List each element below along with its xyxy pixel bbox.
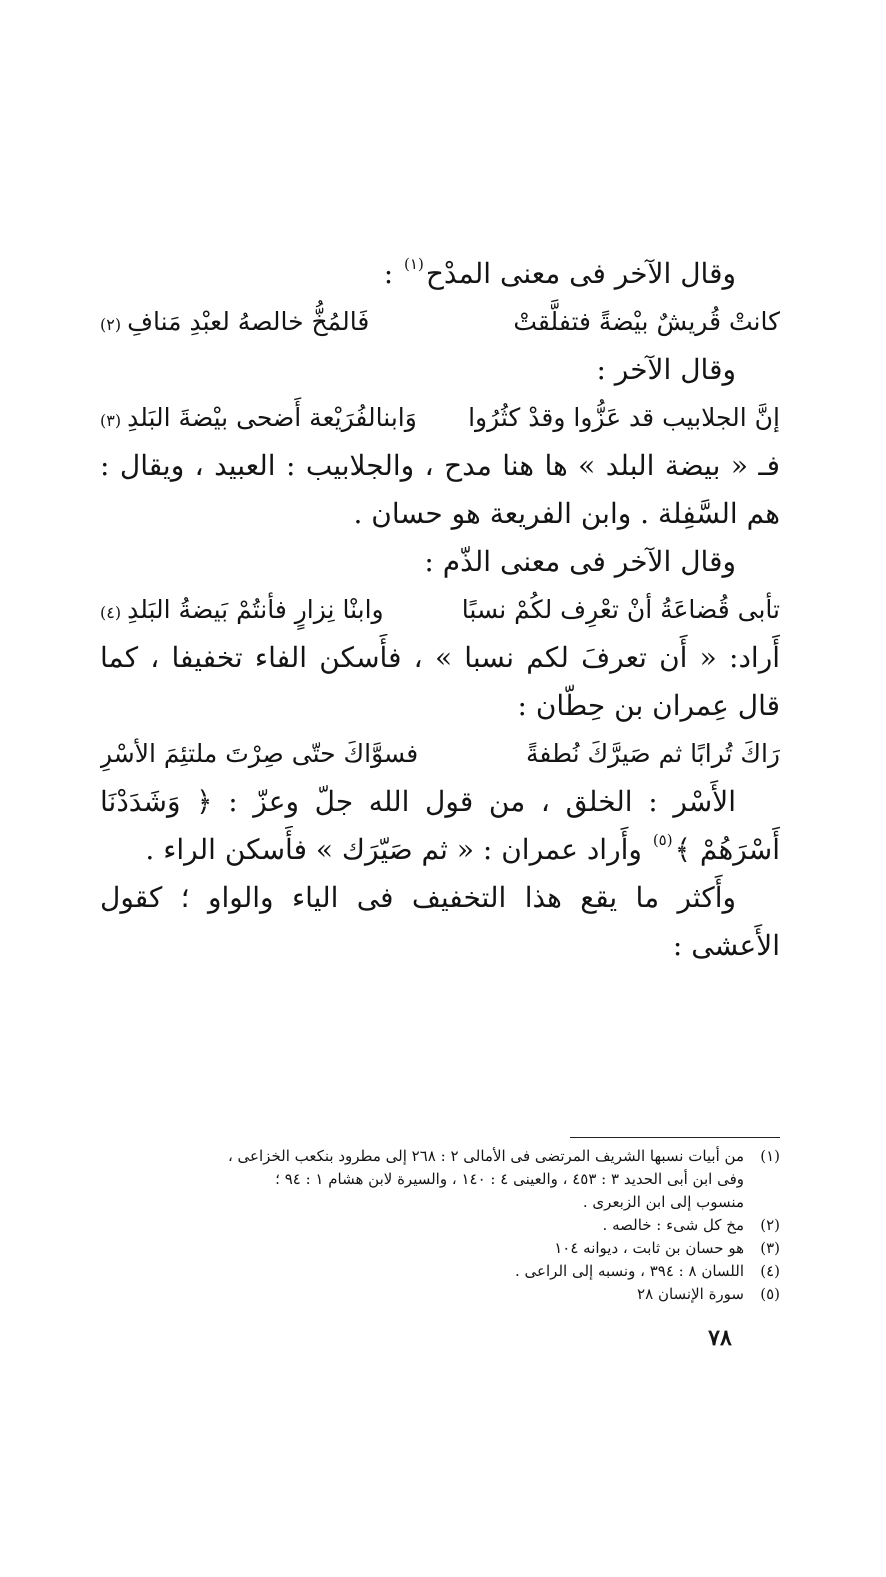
footnote [180,1283,780,1306]
footnote-line: من أبيات نسبها الشريف المرتضى فى الأمالى ٢ : ٢٦٨ إلى مطرود بنكعب الخزاعى ، [227,1147,744,1165]
verse-first-hemistich: إنَّ الجلابيب قد عَزُّوا وقدْ كثُرُوا [468,403,780,432]
verse-second-hemistich-wrap [100,394,417,442]
footnote-line: هو حسان بن ثابت ، ديوانه ١٠٤ [554,1239,744,1257]
footnote [180,1145,780,1214]
footnote-number: (١) [760,1147,780,1165]
verse-line [100,586,780,634]
verse-first-hemistich: كانتْ قُريشٌ بيْضةً فتفلَّقتْ [513,307,780,336]
line-suffix: وأَراد عمران : « ثم صَيّرَك » فأَسكن الراء . [145,833,651,866]
footnote-number: (٢) [760,1216,780,1234]
text-line [100,346,780,394]
verse-second-hemistich-wrap [100,586,384,634]
line-suffix: : [383,257,403,290]
footnote-body [180,1214,744,1237]
footnote-marker: (١) [404,254,424,273]
footnote-body [180,1260,744,1283]
text-line: الأَعشى : [672,929,780,962]
footnote-number: (٥) [760,1285,780,1303]
line-text: أَسْرَهُمْ ﴾ [674,833,780,866]
footnote-line: مخ كل شىء : خالصه . [602,1216,744,1234]
text-line [100,250,780,298]
line-text: وقال الآخر فى معنى الذّم : [424,545,736,578]
footnote-marker: (٣) [100,411,122,430]
footnote-number: (٣) [760,1239,780,1257]
footnote [180,1260,780,1283]
verse-line [100,730,780,778]
footnote-number: (٤) [760,1262,780,1280]
verse-second-hemistich: وابنْا نِزارٍ فأنتُمْ بَيضةُ البَلدِ [127,595,384,624]
footnote-line: اللسان ٨ : ٣٩٤ ، ونسبه إلى الراعى . [515,1262,744,1280]
footnote-line: منسوب إلى ابن الزبعرى . [582,1193,744,1211]
text-line: هم السَّفِلة . وابن الفريعة هو حسان . [353,497,780,530]
text-line [100,538,780,586]
line-text: وقال الآخر : [596,353,736,386]
footnote-body [180,1283,744,1306]
footnote [180,1237,780,1260]
verse-first-hemistich: تأبى قُضاعَةُ أنْ تعْرِف لكُمْ نسبًا [461,595,780,624]
text-line: وأَكثر ما يقع هذا التخفيف فى الياء والواو ؛ كقول [100,881,736,914]
verse-line [100,394,780,442]
line-text: وقال الآخر فى معنى المدْح [425,257,736,290]
footnote [180,1214,780,1237]
text-line: الأَسْر : الخلق ، من قول الله جلّ وعزّ : ﴿ وَشَدَدْنَا [100,785,737,818]
footnote-body [180,1237,744,1260]
footnote-marker: (٢) [100,315,122,334]
text-line [100,826,780,874]
verse-second-hemistich-wrap [100,298,369,346]
verse-second-hemistich: فسوَّاكَ حتّى صِرْتَ ملتئِمَ الأسْرِ [100,739,419,768]
footnote-line: سورة الإنسان ٢٨ [637,1285,744,1303]
footnote-marker: (٥) [652,830,673,849]
footnote-line: وفى ابن أبى الحديد ٣ : ٤٥٣ ، والعينى ٤ : ١٤٠ ، والسيرة لابن هشام ١ : ٩٤ ؛ [275,1170,744,1188]
page-number: ٧٨ [708,1325,732,1351]
footnote-body [180,1145,744,1214]
text-line: أَراد: « أَن تعرفَ لكم نسبا » ، فأَسكن الفاء تخفيفا ، كما [100,641,780,674]
text-line: فـ « بيضة البلد » ها هنا مدح ، والجلابيب : العبيد ، ويقال : [100,449,780,482]
verse-second-hemistich: وَابنالفُرَيْعة أَضحى بيْضةَ البَلدِ [127,403,417,432]
verse-second-hemistich: فَالمُخُّ خالصهُ لعبْدِ مَنافِ [127,307,370,336]
verse-line [100,298,780,346]
verse-first-hemistich: رَاكَ تُرابًا ثم صَيرَّكَ نُطفةً [526,739,780,768]
footnote-separator [570,1137,780,1138]
footnote-marker: (٤) [100,603,122,622]
text-line: قال عِمران بن حِطّان : [517,689,780,722]
main-text [100,250,780,970]
footnotes [180,1145,780,1306]
